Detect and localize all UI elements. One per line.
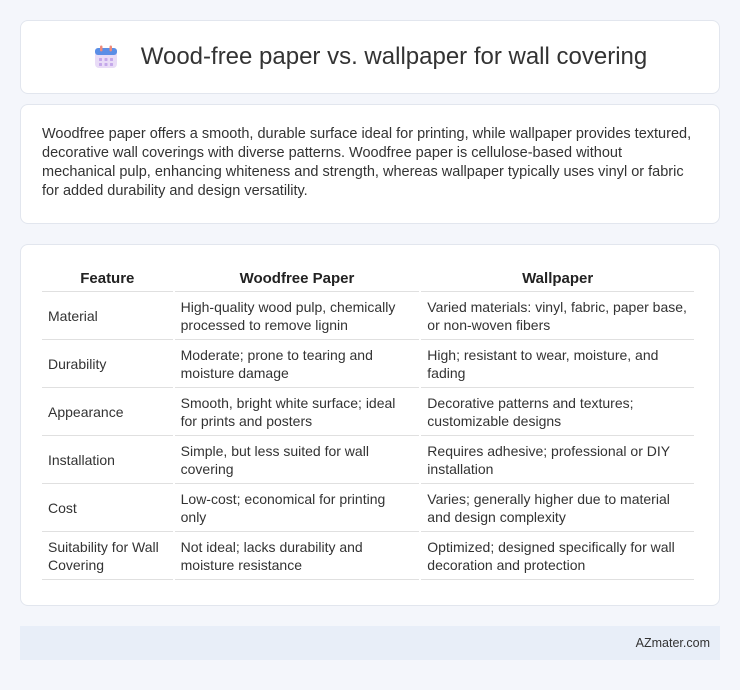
row-wallpaper: High; resistant to wear, moisture, and fading [421, 340, 694, 388]
calendar-icon [93, 44, 119, 70]
row-feature: Durability [42, 340, 173, 388]
row-woodfree: Low-cost; economical for printing only [175, 484, 420, 532]
title-card [20, 20, 720, 94]
row-feature: Installation [42, 436, 173, 484]
row-feature: Material [42, 292, 173, 340]
row-wallpaper: Requires adhesive; professional or DIY installation [421, 436, 694, 484]
header-feature: Feature [42, 265, 173, 292]
table-row [42, 340, 694, 388]
description-text: Woodfree paper offers a smooth, durable surface ideal for printing, while wallpaper provides textured, decorative wall coverings with diverse patterns. Woodfree paper is cellulose-based without mechanical pulp, enhancing whiteness and strength, whereas wallpaper typically uses vinyl or fabric for added durability and design versatility. [42, 126, 692, 199]
row-woodfree: Moderate; prone to tearing and moisture damage [175, 340, 420, 388]
table-row [42, 388, 694, 436]
header-woodfree-paper: Woodfree Paper [175, 265, 420, 292]
row-woodfree: Smooth, bright white surface; ideal for prints and posters [175, 388, 420, 436]
description-card [20, 104, 720, 224]
row-feature: Suitability for Wall Covering [42, 532, 173, 580]
footer [20, 626, 720, 660]
row-wallpaper: Varied materials: vinyl, fabric, paper base, or non-woven fibers [421, 292, 694, 340]
row-wallpaper: Decorative patterns and textures; customizable designs [421, 388, 694, 436]
table-row [42, 532, 694, 580]
page-title: Wood-free paper vs. wallpaper for wall covering [140, 43, 648, 70]
table-header-row [42, 265, 694, 292]
footer-brand[interactable]: AZmater.com [635, 636, 710, 650]
table-row [42, 292, 694, 340]
table-row [42, 484, 694, 532]
comparison-table [40, 265, 696, 580]
row-wallpaper: Varies; generally higher due to material and design complexity [421, 484, 694, 532]
row-woodfree: Simple, but less suited for wall covering [175, 436, 420, 484]
comparison-table-card [20, 244, 720, 606]
row-feature: Appearance [42, 388, 173, 436]
row-woodfree: Not ideal; lacks durability and moisture resistance [175, 532, 420, 580]
header-wallpaper: Wallpaper [421, 265, 694, 292]
row-woodfree: High-quality wood pulp, chemically processed to remove lignin [175, 292, 420, 340]
table-row [42, 436, 694, 484]
row-feature: Cost [42, 484, 173, 532]
row-wallpaper: Optimized; designed specifically for wall decoration and protection [421, 532, 694, 580]
